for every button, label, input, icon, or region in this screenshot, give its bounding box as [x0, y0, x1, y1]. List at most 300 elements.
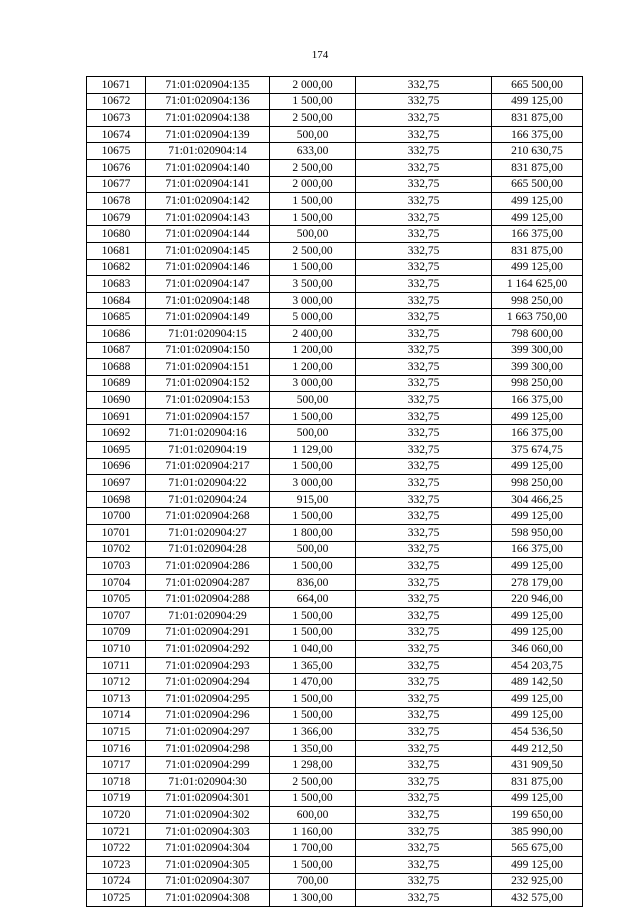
specific-value-cell: 332,75: [356, 574, 492, 591]
table-row: [87, 558, 583, 575]
area-cell: 2 500,00: [270, 159, 356, 176]
specific-value-cell: 332,75: [356, 375, 492, 392]
cadastral-number-cell: 71:01:020904:295: [146, 690, 270, 707]
cadastral-value-cell: 199 650,00: [492, 807, 583, 824]
area-cell: 500,00: [270, 226, 356, 243]
cadastral-value-cell: 399 300,00: [492, 359, 583, 376]
cadastral-value-cell: 454 203,75: [492, 657, 583, 674]
row-number-cell: 10673: [87, 110, 146, 127]
table-row: [87, 873, 583, 890]
row-number-cell: 10679: [87, 209, 146, 226]
row-number-cell: 10698: [87, 491, 146, 508]
row-number-cell: 10689: [87, 375, 146, 392]
area-cell: 2 000,00: [270, 176, 356, 193]
specific-value-cell: 332,75: [356, 342, 492, 359]
specific-value-cell: 332,75: [356, 558, 492, 575]
area-cell: 3 500,00: [270, 276, 356, 293]
specific-value-cell: 332,75: [356, 77, 492, 94]
cadastral-number-cell: 71:01:020904:140: [146, 159, 270, 176]
cadastral-value-cell: 432 575,00: [492, 890, 583, 907]
cadastral-value-cell: 499 125,00: [492, 259, 583, 276]
area-cell: 1 500,00: [270, 458, 356, 475]
area-cell: 664,00: [270, 591, 356, 608]
row-number-cell: 10695: [87, 442, 146, 459]
area-cell: 1 500,00: [270, 193, 356, 210]
area-cell: 500,00: [270, 425, 356, 442]
specific-value-cell: 332,75: [356, 176, 492, 193]
cadastral-number-cell: 71:01:020904:268: [146, 508, 270, 525]
cadastral-value-cell: 499 125,00: [492, 707, 583, 724]
table-body: [87, 77, 583, 907]
row-number-cell: 10691: [87, 408, 146, 425]
cadastral-number-cell: 71:01:020904:22: [146, 475, 270, 492]
cadastral-value-cell: 499 125,00: [492, 790, 583, 807]
cadastral-value-cell: 665 500,00: [492, 77, 583, 94]
row-number-cell: 10684: [87, 292, 146, 309]
cadastral-value-cell: 449 212,50: [492, 740, 583, 757]
cadastral-number-cell: 71:01:020904:27: [146, 525, 270, 542]
cadastral-value-cell: 499 125,00: [492, 856, 583, 873]
area-cell: 1 500,00: [270, 408, 356, 425]
table-row: [87, 790, 583, 807]
area-cell: 600,00: [270, 807, 356, 824]
row-number-cell: 10672: [87, 93, 146, 110]
table-row: [87, 309, 583, 326]
cadastral-value-cell: 166 375,00: [492, 541, 583, 558]
row-number-cell: 10714: [87, 707, 146, 724]
cadastral-value-cell: 831 875,00: [492, 159, 583, 176]
specific-value-cell: 332,75: [356, 325, 492, 342]
cadastral-number-cell: 71:01:020904:153: [146, 392, 270, 409]
row-number-cell: 10700: [87, 508, 146, 525]
cadastral-value-cell: 565 675,00: [492, 840, 583, 857]
table-row: [87, 159, 583, 176]
row-number-cell: 10687: [87, 342, 146, 359]
area-cell: 500,00: [270, 392, 356, 409]
row-number-cell: 10678: [87, 193, 146, 210]
area-cell: 1 298,00: [270, 757, 356, 774]
table-row: [87, 823, 583, 840]
cadastral-value-cell: 831 875,00: [492, 242, 583, 259]
area-cell: 1 160,00: [270, 823, 356, 840]
area-cell: 1 350,00: [270, 740, 356, 757]
row-number-cell: 10720: [87, 807, 146, 824]
table-row: [87, 591, 583, 608]
area-cell: 1 200,00: [270, 342, 356, 359]
row-number-cell: 10704: [87, 574, 146, 591]
specific-value-cell: 332,75: [356, 657, 492, 674]
specific-value-cell: 332,75: [356, 491, 492, 508]
row-number-cell: 10715: [87, 724, 146, 741]
specific-value-cell: 332,75: [356, 641, 492, 658]
table-row: [87, 392, 583, 409]
row-number-cell: 10697: [87, 475, 146, 492]
cadastral-number-cell: 71:01:020904:139: [146, 126, 270, 143]
specific-value-cell: 332,75: [356, 226, 492, 243]
area-cell: 1 366,00: [270, 724, 356, 741]
specific-value-cell: 332,75: [356, 807, 492, 824]
specific-value-cell: 332,75: [356, 209, 492, 226]
cadastral-value-cell: 499 125,00: [492, 193, 583, 210]
area-cell: 1 500,00: [270, 508, 356, 525]
row-number-cell: 10702: [87, 541, 146, 558]
row-number-cell: 10712: [87, 674, 146, 691]
cadastral-value-cell: 499 125,00: [492, 408, 583, 425]
row-number-cell: 10713: [87, 690, 146, 707]
specific-value-cell: 332,75: [356, 93, 492, 110]
table-row: [87, 342, 583, 359]
cadastral-number-cell: 71:01:020904:148: [146, 292, 270, 309]
area-cell: 1 129,00: [270, 442, 356, 459]
cadastral-value-cell: 998 250,00: [492, 375, 583, 392]
specific-value-cell: 332,75: [356, 458, 492, 475]
table-row: [87, 176, 583, 193]
area-cell: 633,00: [270, 143, 356, 160]
table-row: [87, 641, 583, 658]
row-number-cell: 10674: [87, 126, 146, 143]
area-cell: 1 800,00: [270, 525, 356, 542]
table-row: [87, 690, 583, 707]
cadastral-number-cell: 71:01:020904:150: [146, 342, 270, 359]
specific-value-cell: 332,75: [356, 707, 492, 724]
area-cell: 1 500,00: [270, 259, 356, 276]
cadastral-value-cell: 210 630,75: [492, 143, 583, 160]
cadastral-value-cell: 166 375,00: [492, 226, 583, 243]
specific-value-cell: 332,75: [356, 242, 492, 259]
cadastral-number-cell: 71:01:020904:142: [146, 193, 270, 210]
row-number-cell: 10717: [87, 757, 146, 774]
row-number-cell: 10680: [87, 226, 146, 243]
area-cell: 1 500,00: [270, 856, 356, 873]
specific-value-cell: 332,75: [356, 475, 492, 492]
cadastral-number-cell: 71:01:020904:288: [146, 591, 270, 608]
table-row: [87, 375, 583, 392]
table-row: [87, 93, 583, 110]
area-cell: 3 000,00: [270, 292, 356, 309]
row-number-cell: 10705: [87, 591, 146, 608]
cadastral-value-cell: 1 663 750,00: [492, 309, 583, 326]
area-cell: 3 000,00: [270, 375, 356, 392]
area-cell: 1 500,00: [270, 93, 356, 110]
table-row: [87, 740, 583, 757]
cadastral-value-cell: 798 600,00: [492, 325, 583, 342]
cadastral-value-cell: 598 950,00: [492, 525, 583, 542]
table-row: [87, 458, 583, 475]
cadastral-value-cell: 304 466,25: [492, 491, 583, 508]
cadastral-number-cell: 71:01:020904:308: [146, 890, 270, 907]
table-row: [87, 624, 583, 641]
cadastral-value-cell: 499 125,00: [492, 458, 583, 475]
cadastral-number-cell: 71:01:020904:304: [146, 840, 270, 857]
specific-value-cell: 332,75: [356, 392, 492, 409]
specific-value-cell: 332,75: [356, 674, 492, 691]
row-number-cell: 10716: [87, 740, 146, 757]
specific-value-cell: 332,75: [356, 890, 492, 907]
row-number-cell: 10675: [87, 143, 146, 160]
area-cell: 1 200,00: [270, 359, 356, 376]
specific-value-cell: 332,75: [356, 508, 492, 525]
specific-value-cell: 332,75: [356, 856, 492, 873]
area-cell: 2 500,00: [270, 773, 356, 790]
cadastral-number-cell: 71:01:020904:144: [146, 226, 270, 243]
cadastral-number-cell: 71:01:020904:297: [146, 724, 270, 741]
cadastral-number-cell: 71:01:020904:136: [146, 93, 270, 110]
cadastral-number-cell: 71:01:020904:19: [146, 442, 270, 459]
specific-value-cell: 332,75: [356, 193, 492, 210]
specific-value-cell: 332,75: [356, 442, 492, 459]
table-row: [87, 475, 583, 492]
cadastral-number-cell: 71:01:020904:294: [146, 674, 270, 691]
table-row: [87, 292, 583, 309]
cadastral-number-cell: 71:01:020904:298: [146, 740, 270, 757]
specific-value-cell: 332,75: [356, 840, 492, 857]
specific-value-cell: 332,75: [356, 276, 492, 293]
cadastral-number-cell: 71:01:020904:302: [146, 807, 270, 824]
row-number-cell: 10723: [87, 856, 146, 873]
specific-value-cell: 332,75: [356, 259, 492, 276]
cadastral-number-cell: 71:01:020904:151: [146, 359, 270, 376]
cadastral-number-cell: 71:01:020904:147: [146, 276, 270, 293]
table-row: [87, 226, 583, 243]
row-number-cell: 10696: [87, 458, 146, 475]
specific-value-cell: 332,75: [356, 292, 492, 309]
area-cell: 1 365,00: [270, 657, 356, 674]
cadastral-number-cell: 71:01:020904:303: [146, 823, 270, 840]
row-number-cell: 10711: [87, 657, 146, 674]
row-number-cell: 10703: [87, 558, 146, 575]
cadastral-value-cell: 499 125,00: [492, 508, 583, 525]
table-row: [87, 773, 583, 790]
cadastral-value-cell: 385 990,00: [492, 823, 583, 840]
table-row: [87, 807, 583, 824]
table-row: [87, 209, 583, 226]
cadastral-value-cell: 431 909,50: [492, 757, 583, 774]
table-row: [87, 525, 583, 542]
table-row: [87, 608, 583, 625]
table-row: [87, 425, 583, 442]
area-cell: 1 470,00: [270, 674, 356, 691]
row-number-cell: 10688: [87, 359, 146, 376]
cadastral-value-cell: 489 142,50: [492, 674, 583, 691]
row-number-cell: 10724: [87, 873, 146, 890]
table-row: [87, 491, 583, 508]
area-cell: 3 000,00: [270, 475, 356, 492]
cadastral-number-cell: 71:01:020904:287: [146, 574, 270, 591]
table-row: [87, 707, 583, 724]
cadastral-number-cell: 71:01:020904:299: [146, 757, 270, 774]
cadastral-number-cell: 71:01:020904:149: [146, 309, 270, 326]
table-row: [87, 359, 583, 376]
table-row: [87, 856, 583, 873]
cadastral-number-cell: 71:01:020904:305: [146, 856, 270, 873]
row-number-cell: 10707: [87, 608, 146, 625]
table-row: [87, 574, 583, 591]
row-number-cell: 10683: [87, 276, 146, 293]
specific-value-cell: 332,75: [356, 126, 492, 143]
cadastral-value-cell: 232 925,00: [492, 873, 583, 890]
cadastral-number-cell: 71:01:020904:14: [146, 143, 270, 160]
row-number-cell: 10676: [87, 159, 146, 176]
cadastral-number-cell: 71:01:020904:141: [146, 176, 270, 193]
table-row: [87, 143, 583, 160]
table-row: [87, 126, 583, 143]
specific-value-cell: 332,75: [356, 740, 492, 757]
specific-value-cell: 332,75: [356, 408, 492, 425]
cadastral-value-cell: 1 164 625,00: [492, 276, 583, 293]
specific-value-cell: 332,75: [356, 159, 492, 176]
row-number-cell: 10722: [87, 840, 146, 857]
row-number-cell: 10710: [87, 641, 146, 658]
row-number-cell: 10686: [87, 325, 146, 342]
area-cell: 500,00: [270, 541, 356, 558]
cadastral-number-cell: 71:01:020904:138: [146, 110, 270, 127]
specific-value-cell: 332,75: [356, 309, 492, 326]
area-cell: 1 300,00: [270, 890, 356, 907]
cadastral-value-cell: 278 179,00: [492, 574, 583, 591]
specific-value-cell: 332,75: [356, 359, 492, 376]
specific-value-cell: 332,75: [356, 608, 492, 625]
specific-value-cell: 332,75: [356, 425, 492, 442]
cadastral-number-cell: 71:01:020904:307: [146, 873, 270, 890]
row-number-cell: 10718: [87, 773, 146, 790]
area-cell: 1 500,00: [270, 707, 356, 724]
cadastral-number-cell: 71:01:020904:30: [146, 773, 270, 790]
cadastral-number-cell: 71:01:020904:145: [146, 242, 270, 259]
area-cell: 1 500,00: [270, 624, 356, 641]
area-cell: 2 400,00: [270, 325, 356, 342]
specific-value-cell: 332,75: [356, 690, 492, 707]
cadastral-number-cell: 71:01:020904:292: [146, 641, 270, 658]
cadastral-number-cell: 71:01:020904:291: [146, 624, 270, 641]
specific-value-cell: 332,75: [356, 757, 492, 774]
area-cell: 1 700,00: [270, 840, 356, 857]
cadastral-value-cell: 499 125,00: [492, 690, 583, 707]
specific-value-cell: 332,75: [356, 591, 492, 608]
cadastral-value-cell: 399 300,00: [492, 342, 583, 359]
row-number-cell: 10685: [87, 309, 146, 326]
specific-value-cell: 332,75: [356, 541, 492, 558]
cadastral-number-cell: 71:01:020904:296: [146, 707, 270, 724]
table-row: [87, 840, 583, 857]
specific-value-cell: 332,75: [356, 143, 492, 160]
area-cell: 5 000,00: [270, 309, 356, 326]
table-row: [87, 442, 583, 459]
area-cell: 1 040,00: [270, 641, 356, 658]
cadastral-value-cell: 831 875,00: [492, 773, 583, 790]
row-number-cell: 10690: [87, 392, 146, 409]
cadastral-number-cell: 71:01:020904:152: [146, 375, 270, 392]
page-number: 174: [311, 49, 329, 61]
table-row: [87, 110, 583, 127]
cadastral-value-cell: 166 375,00: [492, 425, 583, 442]
row-number-cell: 10709: [87, 624, 146, 641]
area-cell: 915,00: [270, 491, 356, 508]
cadastral-value-cell: 346 060,00: [492, 641, 583, 658]
cadastral-number-cell: 71:01:020904:15: [146, 325, 270, 342]
table-row: [87, 325, 583, 342]
cadastral-number-cell: 71:01:020904:286: [146, 558, 270, 575]
cadastral-number-cell: 71:01:020904:29: [146, 608, 270, 625]
area-cell: 1 500,00: [270, 690, 356, 707]
cadastral-number-cell: 71:01:020904:135: [146, 77, 270, 94]
cadastral-number-cell: 71:01:020904:24: [146, 491, 270, 508]
cadastral-number-cell: 71:01:020904:16: [146, 425, 270, 442]
area-cell: 500,00: [270, 126, 356, 143]
cadastral-value-cell: 499 125,00: [492, 209, 583, 226]
area-cell: 2 500,00: [270, 242, 356, 259]
area-cell: 1 500,00: [270, 558, 356, 575]
table-row: [87, 541, 583, 558]
area-cell: 836,00: [270, 574, 356, 591]
cadastral-value-cell: 665 500,00: [492, 176, 583, 193]
table-row: [87, 674, 583, 691]
table-row: [87, 657, 583, 674]
cadastral-value-table: [86, 76, 583, 907]
cadastral-value-cell: 499 125,00: [492, 558, 583, 575]
area-cell: 1 500,00: [270, 608, 356, 625]
specific-value-cell: 332,75: [356, 873, 492, 890]
specific-value-cell: 332,75: [356, 624, 492, 641]
specific-value-cell: 332,75: [356, 724, 492, 741]
specific-value-cell: 332,75: [356, 525, 492, 542]
area-cell: 1 500,00: [270, 790, 356, 807]
cadastral-number-cell: 71:01:020904:301: [146, 790, 270, 807]
cadastral-value-cell: 375 674,75: [492, 442, 583, 459]
area-cell: 1 500,00: [270, 209, 356, 226]
table-row: [87, 242, 583, 259]
area-cell: 2 500,00: [270, 110, 356, 127]
cadastral-value-cell: 998 250,00: [492, 475, 583, 492]
area-cell: 700,00: [270, 873, 356, 890]
row-number-cell: 10682: [87, 259, 146, 276]
cadastral-value-cell: 499 125,00: [492, 608, 583, 625]
table-row: [87, 193, 583, 210]
cadastral-number-cell: 71:01:020904:28: [146, 541, 270, 558]
table-row: [87, 890, 583, 907]
cadastral-value-cell: 499 125,00: [492, 624, 583, 641]
cadastral-value-cell: 166 375,00: [492, 392, 583, 409]
row-number-cell: 10677: [87, 176, 146, 193]
cadastral-value-cell: 499 125,00: [492, 93, 583, 110]
specific-value-cell: 332,75: [356, 790, 492, 807]
cadastral-number-cell: 71:01:020904:157: [146, 408, 270, 425]
table-row: [87, 259, 583, 276]
specific-value-cell: 332,75: [356, 110, 492, 127]
cadastral-value-cell: 166 375,00: [492, 126, 583, 143]
row-number-cell: 10671: [87, 77, 146, 94]
cadastral-value-cell: 454 536,50: [492, 724, 583, 741]
row-number-cell: 10681: [87, 242, 146, 259]
cadastral-number-cell: 71:01:020904:217: [146, 458, 270, 475]
cadastral-number-cell: 71:01:020904:146: [146, 259, 270, 276]
cadastral-value-cell: 998 250,00: [492, 292, 583, 309]
row-number-cell: 10719: [87, 790, 146, 807]
cadastral-number-cell: 71:01:020904:143: [146, 209, 270, 226]
specific-value-cell: 332,75: [356, 823, 492, 840]
table-row: [87, 276, 583, 293]
table-row: [87, 77, 583, 94]
row-number-cell: 10721: [87, 823, 146, 840]
area-cell: 2 000,00: [270, 77, 356, 94]
specific-value-cell: 332,75: [356, 773, 492, 790]
cadastral-value-cell: 831 875,00: [492, 110, 583, 127]
cadastral-value-cell: 220 946,00: [492, 591, 583, 608]
table-row: [87, 757, 583, 774]
table-row: [87, 408, 583, 425]
cadastral-number-cell: 71:01:020904:293: [146, 657, 270, 674]
row-number-cell: 10692: [87, 425, 146, 442]
row-number-cell: 10725: [87, 890, 146, 907]
